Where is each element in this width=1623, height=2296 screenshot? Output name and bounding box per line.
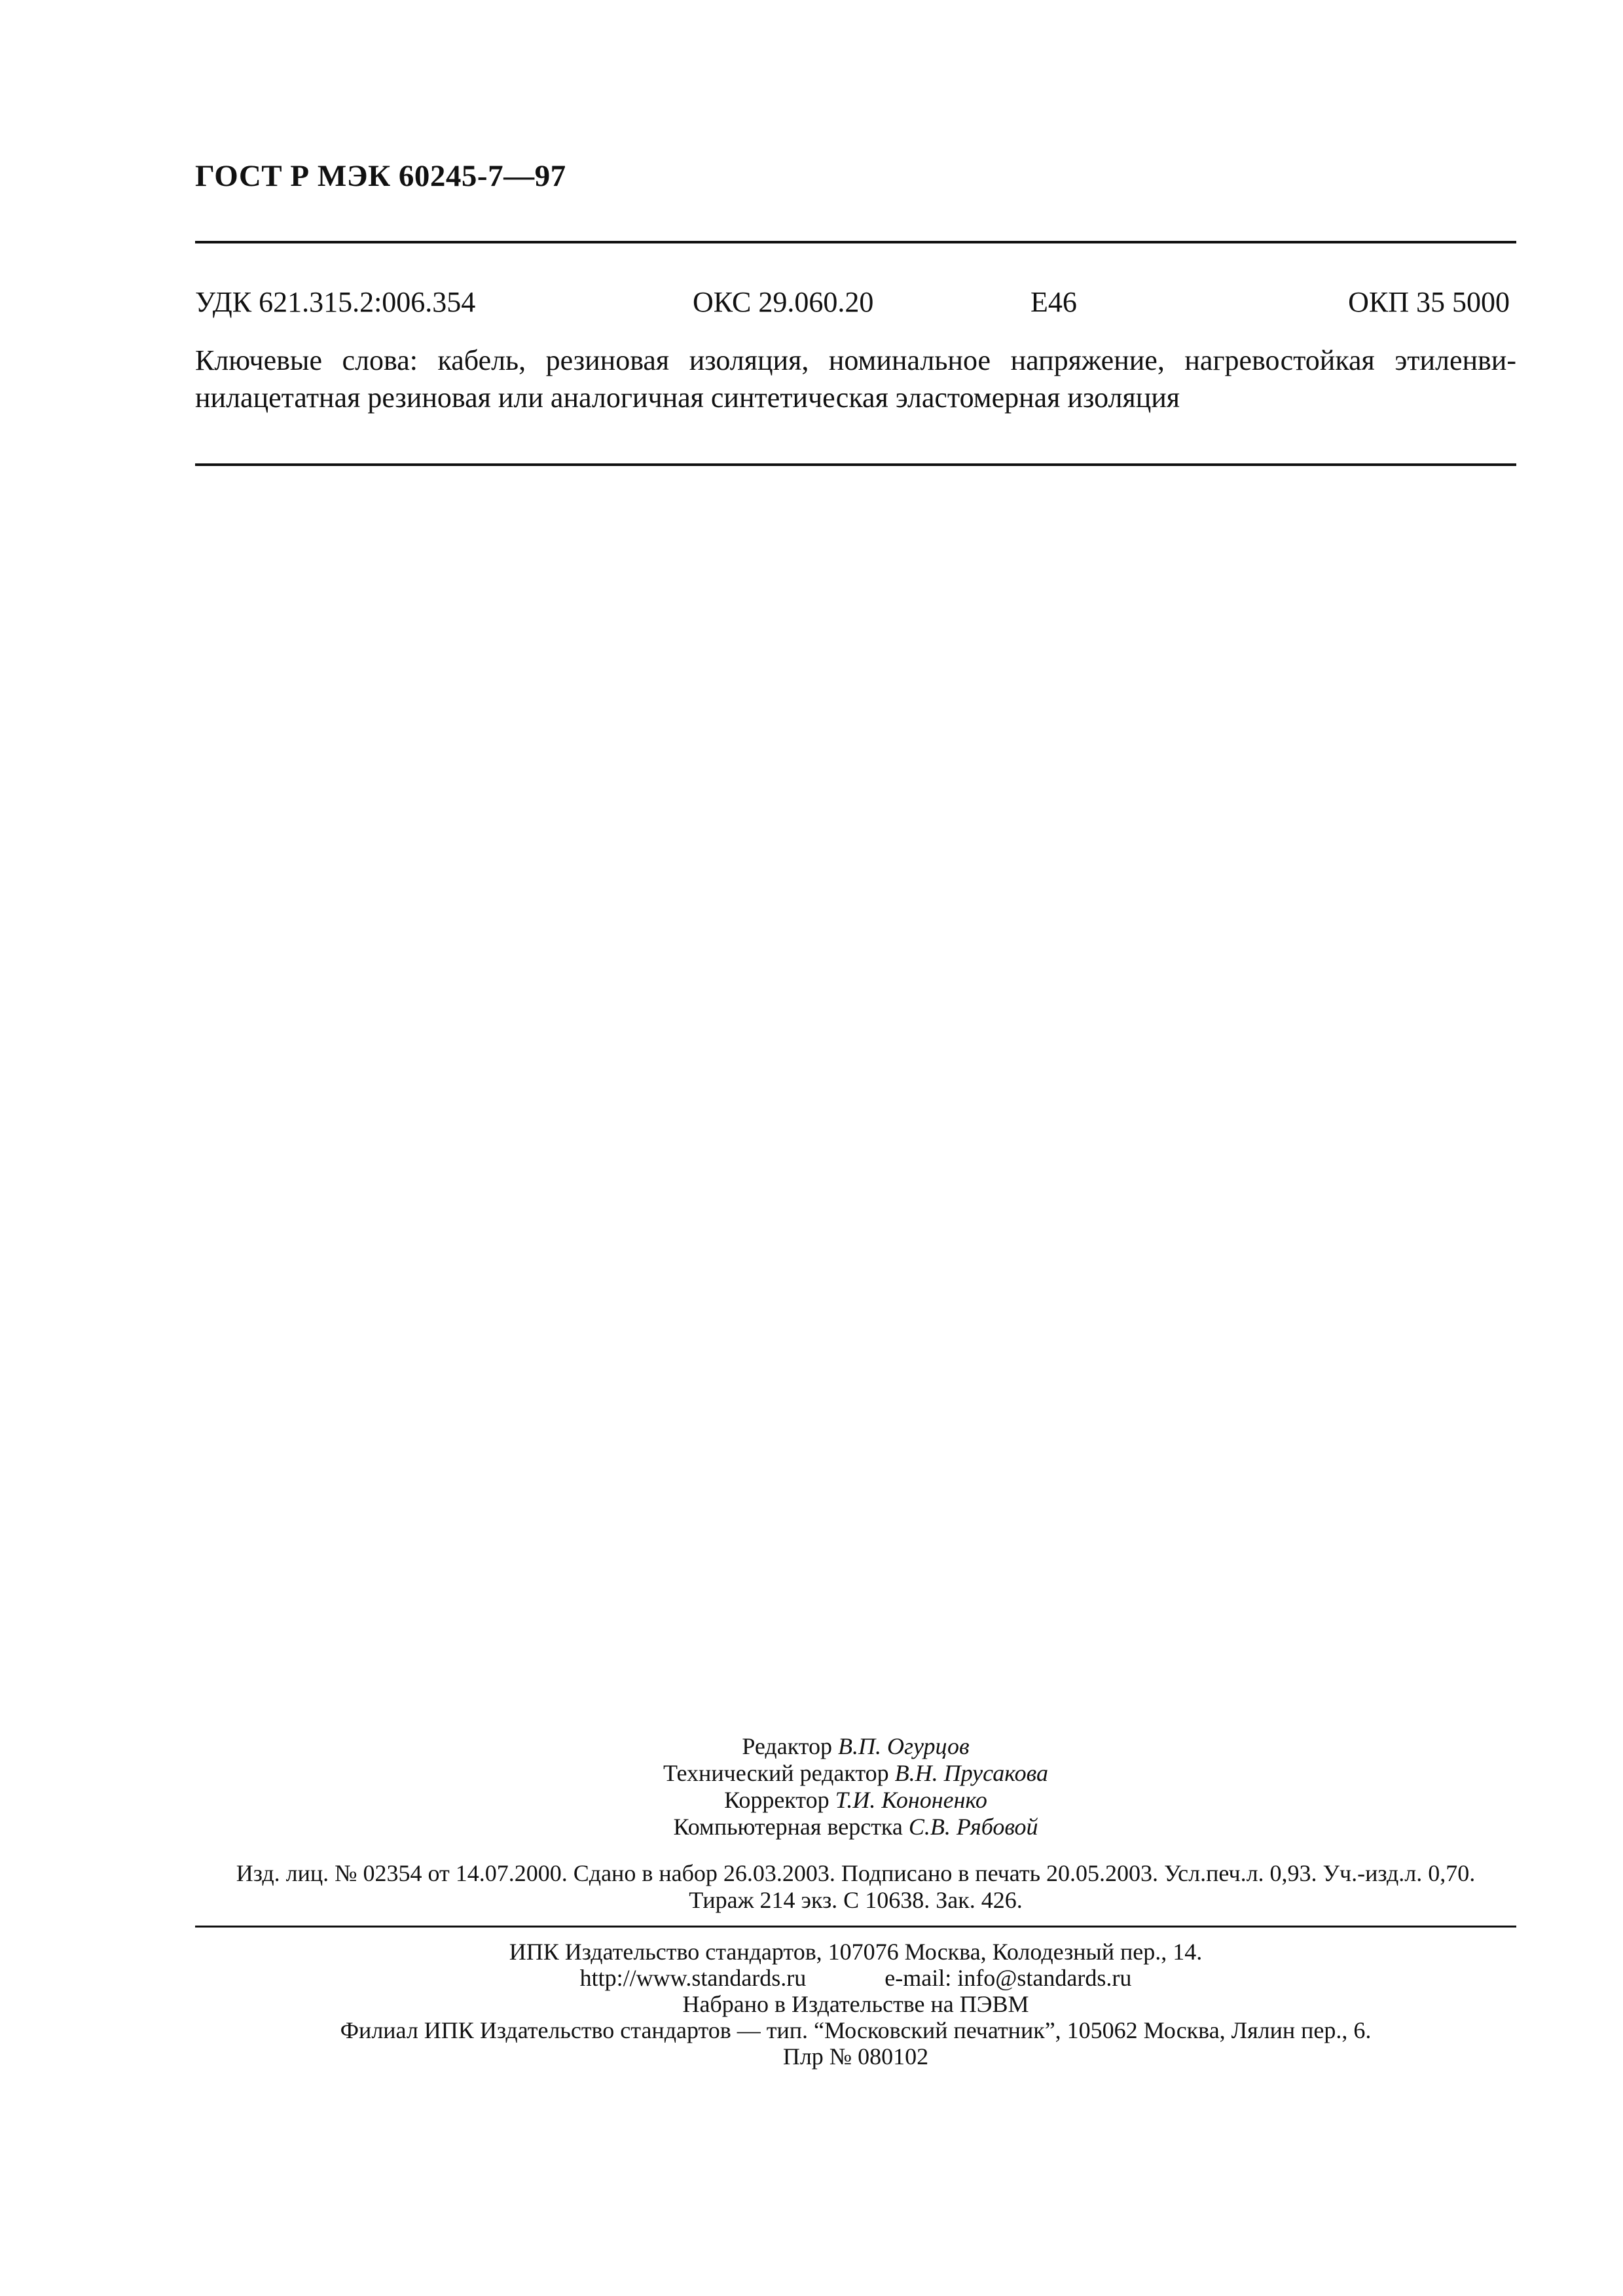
publisher-address: ИПК Издательство стандартов, 107076 Москва, Колодезный пер., 14. — [509, 1939, 1203, 1965]
oks-code: ОКС 29.060.20 — [693, 286, 874, 318]
typeset-note: Набрано в Издательстве на ПЭВМ — [682, 1991, 1029, 2017]
keywords — [195, 342, 1516, 416]
license-line-2: Тираж 214 экз. С 10638. Зак. 426. — [689, 1887, 1023, 1913]
license-line-1: Изд. лиц. № 02354 от 14.07.2000. Сдано в набор 26.03.2003. Подписано в печать 20.05.2003. Усл.печ.л. 0,93. Уч.-изд.л. 0,70. — [236, 1860, 1476, 1886]
website-link[interactable]: http://www.standards.ru — [579, 1965, 807, 1991]
group-code: Е46 — [1030, 286, 1077, 318]
branch-address: Филиал ИПК Издательство стандартов — тип. “Московский печатник”, 105062 Москва, Лялин пер., 6. — [340, 2017, 1372, 2043]
keywords-line-2: нилацетатная резиновая или аналогичная синтетическая эластомерная изоляция — [195, 382, 1180, 414]
corrector-role: Корректор — [724, 1787, 830, 1813]
credit-layout — [195, 1814, 1516, 1840]
layout-name: С.В. Рябовой — [908, 1814, 1038, 1840]
imprint-block — [195, 1939, 1516, 2070]
plr-number: Плр № 080102 — [782, 2043, 929, 2070]
tech-editor-role: Технический редактор — [663, 1760, 889, 1786]
corrector-name: Т.И. Кононенко — [835, 1787, 987, 1813]
tech-editor-name: В.Н. Прусакова — [894, 1760, 1049, 1786]
layout-role: Компьютерная верстка — [673, 1814, 903, 1840]
license-block — [195, 1860, 1516, 1914]
imprint-divider — [195, 1926, 1516, 1928]
top-divider — [195, 241, 1516, 243]
editor-name: В.П. Огурцов — [838, 1733, 970, 1759]
credit-editor — [195, 1733, 1516, 1760]
keywords-line-1: Ключевые слова: кабель, резиновая изоляция, номинальное напряжение, нагревостойкая этиленви- — [195, 344, 1516, 376]
keywords-divider — [195, 463, 1516, 466]
udk-code: УДК 621.315.2:006.354 — [195, 286, 476, 318]
credit-corrector — [195, 1787, 1516, 1814]
editor-role: Редактор — [742, 1733, 832, 1759]
credits-block — [195, 1733, 1516, 1840]
contact-row — [195, 1965, 1516, 1991]
credit-tech-editor — [195, 1760, 1516, 1787]
classification-row — [195, 285, 1516, 325]
okp-code: ОКП 35 5000 — [1348, 286, 1510, 318]
document-code: ГОСТ Р МЭК 60245-7—97 — [195, 159, 566, 193]
email-link[interactable]: e-mail: info@standards.ru — [884, 1965, 1132, 1991]
